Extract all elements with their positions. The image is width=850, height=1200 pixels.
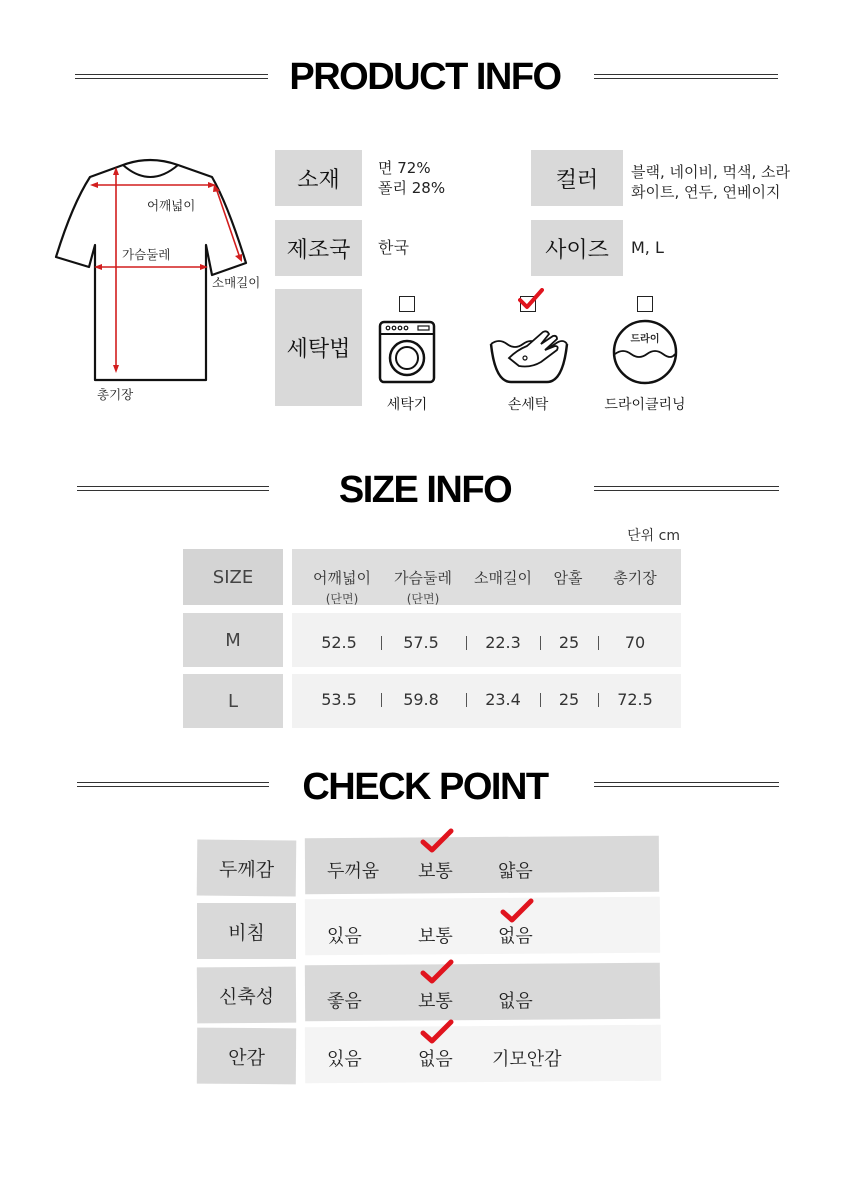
color-line: 블랙, 네이비, 먹색, 소라 [631, 163, 791, 181]
washing-machine-icon [378, 320, 436, 384]
wash-option-label: 세탁기 [386, 397, 428, 413]
size-col-header [387, 567, 459, 607]
check-mark-icon [420, 828, 454, 854]
size-row-label: M [183, 613, 283, 667]
size-cell: 25 [558, 690, 580, 709]
color-line: 화이트, 연두, 연베이지 [631, 183, 781, 201]
check-option[interactable]: 기모안감 [492, 1049, 562, 1070]
size-cell: 22.3 [485, 633, 521, 652]
material-line: 폴리 28% [378, 179, 446, 197]
check-row-label: 비침 [197, 903, 296, 959]
cell-separator [540, 636, 541, 650]
check-option[interactable]: 좋음 [327, 991, 362, 1012]
size-value: M, L [631, 238, 664, 257]
size-cell: 25 [558, 633, 580, 652]
material-label: 소재 [275, 150, 362, 206]
size-cell: 52.5 [321, 633, 357, 652]
check-option[interactable]: 보통 [418, 926, 453, 947]
sleeve-label: 소매길이 [212, 275, 261, 290]
color-label: 컬러 [531, 150, 623, 206]
size-col-name: 어깨넓이 [313, 569, 371, 587]
size-col-name: 가슴둘레 [394, 569, 452, 587]
product-info-title: PRODUCT INFO [289, 56, 561, 98]
material-value [378, 158, 445, 198]
check-row-label: 신축성 [197, 967, 296, 1024]
chest-label: 가슴둘레 [122, 247, 171, 262]
check-point-title: CHECK POINT [302, 766, 548, 808]
check-row-label: 안감 [197, 1028, 296, 1085]
check-option[interactable]: 보통 [418, 861, 453, 882]
size-row-label: L [183, 674, 283, 728]
check-option[interactable]: 두꺼움 [327, 861, 380, 882]
check-mark-icon [420, 959, 454, 985]
size-col-name: 총기장 [613, 569, 657, 587]
check-option[interactable]: 있음 [327, 926, 362, 947]
check-mark-icon [518, 288, 544, 310]
size-cell: 72.5 [617, 690, 653, 709]
size-col-header [545, 567, 591, 588]
check-mark-icon [500, 898, 534, 924]
size-cell: 23.4 [485, 690, 521, 709]
check-option[interactable]: 있음 [327, 1049, 362, 1070]
cell-separator [540, 693, 541, 707]
size-col-sub: (단면) [406, 592, 440, 606]
origin-label: 제조국 [275, 220, 362, 276]
check-row-label: 두께감 [197, 839, 297, 896]
size-col-header [600, 567, 670, 588]
cell-separator [598, 693, 599, 707]
shoulder-label: 어깨넓이 [147, 198, 196, 213]
wash-option-label: 손세탁 [507, 397, 549, 413]
size-col-header [467, 567, 539, 588]
check-option[interactable]: 얇음 [498, 861, 533, 882]
checkbox[interactable] [637, 296, 653, 312]
size-col-sub: (단면) [325, 592, 359, 606]
origin-value: 한국 [378, 238, 409, 257]
size-cell: 53.5 [321, 690, 357, 709]
material-line: 면 72% [378, 159, 431, 177]
cell-separator [466, 636, 467, 650]
unit-label: 단위 cm [627, 528, 680, 544]
hand-wash-icon [487, 322, 571, 386]
cell-separator [381, 693, 382, 707]
wash-option-hand [473, 296, 583, 416]
size-cell: 70 [624, 633, 646, 652]
check-option[interactable]: 보통 [418, 991, 453, 1012]
check-option[interactable]: 없음 [498, 926, 533, 947]
size-col-header [306, 567, 378, 607]
wash-option-machine [352, 296, 462, 416]
size-col-name: 암홀 [553, 569, 583, 587]
check-option[interactable]: 없음 [418, 1049, 453, 1070]
check-option[interactable]: 없음 [498, 991, 533, 1012]
size-col-name: 소매길이 [474, 569, 532, 587]
size-header-label: SIZE [183, 549, 283, 605]
check-mark-icon [420, 1019, 454, 1045]
color-value [631, 162, 790, 202]
cell-separator [466, 693, 467, 707]
size-cell: 59.8 [403, 690, 439, 709]
size-cell: 57.5 [403, 633, 439, 652]
wash-option-dry [590, 296, 700, 416]
size-info-title: SIZE INFO [338, 469, 512, 511]
size-label: 사이즈 [531, 220, 623, 276]
wash-label: 세탁법 [275, 289, 362, 406]
checkbox[interactable] [399, 296, 415, 312]
cell-separator [598, 636, 599, 650]
cell-separator [381, 636, 382, 650]
dry-clean-icon-text: 드라이 [630, 334, 660, 345]
length-label: 총기장 [97, 387, 134, 402]
dry-clean-icon [611, 318, 679, 386]
wash-option-label: 드라이클리닝 [604, 397, 686, 413]
